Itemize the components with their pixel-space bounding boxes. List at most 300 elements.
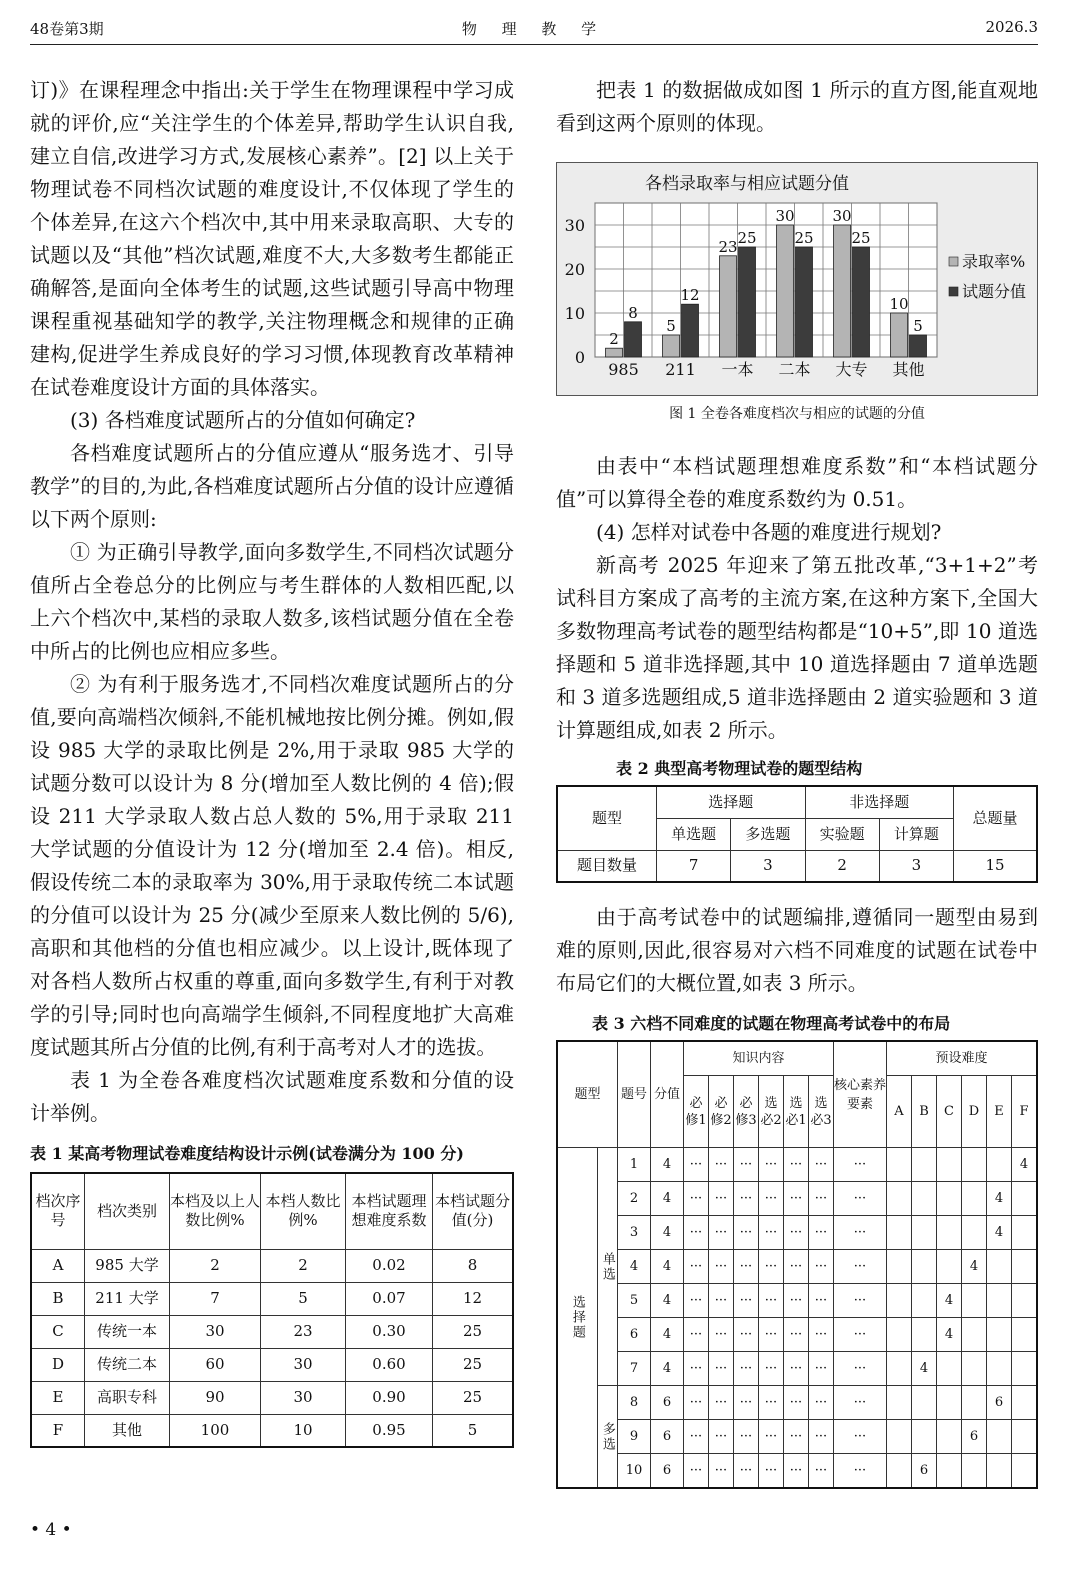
data-label: 25 bbox=[794, 229, 814, 247]
table3-placeholder: ··· bbox=[709, 1318, 734, 1352]
table3-question-no: 6 bbox=[618, 1318, 651, 1352]
table3-placeholder: ··· bbox=[709, 1454, 734, 1489]
table2-cell: 2 bbox=[805, 850, 879, 882]
table3-difficulty-cell: 4 bbox=[962, 1250, 987, 1284]
table-row bbox=[31, 1381, 513, 1414]
table3-placeholder: ··· bbox=[809, 1182, 834, 1216]
paragraph: 把表 1 的数据做成如图 1 所示的直方图,能直观地看到这两个原则的体现。 bbox=[556, 78, 1038, 135]
table3-header: 核心素养要素 bbox=[834, 1041, 887, 1148]
table3-difficulty-cell bbox=[987, 1250, 1012, 1284]
paragraph: 各档难度试题所占的分值应遵从“服务选才、引导教学”的目的,为此,各档难度试题所占分值的设计应遵循以下两个原则: bbox=[30, 441, 514, 531]
table1-header: 本档及以上人数比例% bbox=[170, 1173, 261, 1249]
table1-cell: 0.07 bbox=[346, 1282, 433, 1315]
table3-placeholder: ··· bbox=[734, 1318, 759, 1352]
volume-issue: 48卷第3期 bbox=[30, 20, 104, 38]
table3-header: 题型 bbox=[557, 1041, 618, 1148]
table3-difficulty-cell bbox=[887, 1148, 912, 1182]
legend-label: 录取率% bbox=[962, 252, 1026, 271]
table3-score: 4 bbox=[651, 1216, 684, 1250]
table3-placeholder: ··· bbox=[684, 1216, 709, 1250]
bar-question-score bbox=[853, 247, 870, 357]
table3-difficulty-cell bbox=[987, 1318, 1012, 1352]
table3-placeholder: ··· bbox=[684, 1182, 709, 1216]
table3-level-header: F bbox=[1012, 1076, 1038, 1148]
chart-title: 各档录取率与相应试题分值 bbox=[645, 174, 849, 194]
table3-difficulty-cell bbox=[962, 1352, 987, 1386]
table3-question-no: 8 bbox=[618, 1386, 651, 1420]
table1-cell: 211 大学 bbox=[85, 1282, 170, 1315]
table3-placeholder: ··· bbox=[784, 1250, 809, 1284]
table1-cell: 0.02 bbox=[346, 1249, 433, 1282]
bar-question-score bbox=[910, 335, 927, 357]
x-tick-label: 211 bbox=[665, 360, 696, 379]
table2-header: 总题量 bbox=[954, 786, 1038, 850]
data-label: 5 bbox=[913, 317, 923, 335]
table3-subgroup-label: 单选 bbox=[597, 1148, 617, 1386]
table3-difficulty-cell bbox=[937, 1182, 962, 1216]
table3-placeholder: ··· bbox=[734, 1250, 759, 1284]
table1-cell: 23 bbox=[261, 1315, 346, 1348]
bar-admission-rate bbox=[720, 256, 737, 357]
table3-placeholder: ··· bbox=[809, 1284, 834, 1318]
table3-placeholder: ··· bbox=[834, 1318, 887, 1352]
table3-question-no: 7 bbox=[618, 1352, 651, 1386]
table3-difficulty-cell bbox=[887, 1318, 912, 1352]
table3-group-label: 选择题 bbox=[557, 1148, 597, 1489]
table3-difficulty-cell bbox=[937, 1216, 962, 1250]
table1-cell: 8 bbox=[433, 1249, 514, 1282]
x-tick-label: 大专 bbox=[835, 360, 868, 379]
table2-header: 选择题 bbox=[657, 786, 806, 818]
table3-difficulty-cell: 4 bbox=[987, 1182, 1012, 1216]
y-tick-label: 0 bbox=[574, 348, 585, 367]
table3-placeholder: ··· bbox=[709, 1420, 734, 1454]
table-row bbox=[31, 1315, 513, 1348]
table3-placeholder: ··· bbox=[684, 1318, 709, 1352]
table3-placeholder: ··· bbox=[834, 1182, 887, 1216]
table1-cell: 0.90 bbox=[346, 1381, 433, 1414]
table3-difficulty-cell: 4 bbox=[912, 1352, 937, 1386]
table2-cell: 7 bbox=[657, 850, 731, 882]
table1-cell: B bbox=[31, 1282, 85, 1315]
table3-difficulty-cell bbox=[1012, 1386, 1038, 1420]
bar-admission-rate bbox=[663, 335, 680, 357]
subheading: (4) 怎样对试卷中各题的难度进行规划? bbox=[596, 520, 942, 544]
running-header bbox=[30, 18, 1038, 40]
table3-placeholder: ··· bbox=[809, 1352, 834, 1386]
legend-swatch bbox=[949, 257, 958, 266]
bar-question-score bbox=[796, 247, 813, 357]
table-row bbox=[557, 1250, 1037, 1284]
table-row bbox=[557, 1352, 1037, 1386]
table3-placeholder: ··· bbox=[834, 1420, 887, 1454]
table1-cell: 30 bbox=[261, 1348, 346, 1381]
table1-cell: 0.95 bbox=[346, 1414, 433, 1447]
data-label: 8 bbox=[628, 303, 638, 322]
table3-difficulty-cell bbox=[887, 1182, 912, 1216]
table3-placeholder: ··· bbox=[734, 1454, 759, 1489]
table3-level-header: E bbox=[987, 1076, 1012, 1148]
x-tick-label: 二本 bbox=[778, 360, 811, 379]
table1-cell: 25 bbox=[433, 1348, 514, 1381]
table-row bbox=[557, 1284, 1037, 1318]
table3-question-no: 4 bbox=[618, 1250, 651, 1284]
table3-difficulty-cell bbox=[1012, 1250, 1038, 1284]
table1-cell: 传统二本 bbox=[85, 1348, 170, 1381]
table3-knowledge-header: 选必2 bbox=[759, 1076, 784, 1148]
legend-swatch bbox=[949, 287, 958, 296]
table3-placeholder: ··· bbox=[684, 1386, 709, 1420]
table3-placeholder: ··· bbox=[834, 1148, 887, 1182]
table3-score: 4 bbox=[651, 1148, 684, 1182]
table3-difficulty-cell bbox=[937, 1250, 962, 1284]
issue-date: 2026.3 bbox=[985, 18, 1038, 36]
data-label: 30 bbox=[832, 207, 852, 225]
table3-difficulty-cell bbox=[987, 1284, 1012, 1318]
table2-subheader: 单选题 bbox=[657, 818, 731, 850]
table3-placeholder: ··· bbox=[784, 1420, 809, 1454]
legend-label: 试题分值 bbox=[962, 282, 1027, 301]
table2-subheader: 多选题 bbox=[731, 818, 805, 850]
y-tick-label: 30 bbox=[564, 216, 585, 235]
header-rule bbox=[30, 44, 1038, 45]
left-column bbox=[30, 74, 514, 1448]
table3-difficulty-cell bbox=[987, 1454, 1012, 1489]
table3-question-no: 5 bbox=[618, 1284, 651, 1318]
table3-difficulty-cell bbox=[887, 1216, 912, 1250]
table3-header: 题号 bbox=[618, 1041, 651, 1148]
table3-placeholder: ··· bbox=[759, 1318, 784, 1352]
table3-difficulty-cell: 4 bbox=[1012, 1148, 1038, 1182]
paragraph: 由表中“本档试题理想难度系数”和“本档试题分值”可以算得全卷的难度系数约为 0.51。 bbox=[556, 454, 1038, 511]
table1-cell: 12 bbox=[433, 1282, 514, 1315]
table3-knowledge-header: 必修3 bbox=[734, 1076, 759, 1148]
table3-difficulty-cell bbox=[912, 1386, 937, 1420]
table3-caption: 表 3 六档不同难度的试题在物理高考试卷中的布局 bbox=[592, 1014, 951, 1033]
table3-difficulty-cell bbox=[887, 1454, 912, 1489]
table1-cell: 0.60 bbox=[346, 1348, 433, 1381]
right-column-lower bbox=[556, 450, 1038, 1489]
table3-question-no: 10 bbox=[618, 1454, 651, 1489]
table3-difficulty-cell bbox=[1012, 1352, 1038, 1386]
table2-row-label: 题目数量 bbox=[557, 850, 657, 882]
table3-score: 4 bbox=[651, 1182, 684, 1216]
table3-difficulty-cell bbox=[937, 1454, 962, 1489]
table3-question-no: 3 bbox=[618, 1216, 651, 1250]
table3-level-header: A bbox=[887, 1076, 912, 1148]
table1-cell: 5 bbox=[433, 1414, 514, 1447]
table-row bbox=[557, 850, 1037, 882]
table3-placeholder: ··· bbox=[734, 1216, 759, 1250]
bar-admission-rate bbox=[834, 225, 851, 357]
bar-question-score bbox=[682, 304, 699, 357]
table3-placeholder: ··· bbox=[759, 1284, 784, 1318]
table3-placeholder: ··· bbox=[759, 1352, 784, 1386]
table3-score: 6 bbox=[651, 1454, 684, 1489]
table1-header: 本档人数比例% bbox=[261, 1173, 346, 1249]
table3-placeholder: ··· bbox=[759, 1148, 784, 1182]
table3-placeholder: ··· bbox=[834, 1352, 887, 1386]
table2 bbox=[556, 785, 1038, 883]
x-tick-label: 一本 bbox=[721, 360, 754, 379]
bar-question-score bbox=[625, 322, 642, 357]
table3-difficulty-cell bbox=[887, 1386, 912, 1420]
table3-difficulty-cell bbox=[962, 1454, 987, 1489]
data-label: 25 bbox=[851, 229, 871, 247]
table3-difficulty-cell: 6 bbox=[987, 1386, 1012, 1420]
table-row bbox=[31, 1348, 513, 1381]
table3-placeholder: ··· bbox=[809, 1250, 834, 1284]
table3-placeholder: ··· bbox=[709, 1352, 734, 1386]
table3-difficulty-cell bbox=[937, 1352, 962, 1386]
table3-placeholder: ··· bbox=[709, 1386, 734, 1420]
table3-placeholder: ··· bbox=[759, 1182, 784, 1216]
table3-placeholder: ··· bbox=[834, 1454, 887, 1489]
table3-placeholder: ··· bbox=[809, 1216, 834, 1250]
table3-difficulty-cell bbox=[1012, 1216, 1038, 1250]
table3-difficulty-cell bbox=[937, 1148, 962, 1182]
table3-placeholder: ··· bbox=[709, 1182, 734, 1216]
table-row bbox=[557, 1454, 1037, 1489]
table3-placeholder: ··· bbox=[734, 1352, 759, 1386]
table-row bbox=[31, 1249, 513, 1282]
table3-placeholder: ··· bbox=[834, 1250, 887, 1284]
bar-question-score bbox=[739, 247, 756, 357]
table1-cell: 10 bbox=[261, 1414, 346, 1447]
bar-admission-rate bbox=[606, 348, 623, 357]
table3-difficulty-cell bbox=[912, 1148, 937, 1182]
table3-placeholder: ··· bbox=[834, 1284, 887, 1318]
table3-difficulty-cell bbox=[962, 1386, 987, 1420]
table1-header: 本档试题理想难度系数 bbox=[346, 1173, 433, 1249]
table3-difficulty-cell bbox=[1012, 1420, 1038, 1454]
table3-difficulty-cell: 6 bbox=[912, 1454, 937, 1489]
page-number: • 4 • bbox=[30, 1520, 72, 1540]
table1-cell: 2 bbox=[170, 1249, 261, 1282]
table1-cell: 60 bbox=[170, 1348, 261, 1381]
table3-difficulty-cell bbox=[962, 1318, 987, 1352]
table-row bbox=[557, 1420, 1037, 1454]
table3 bbox=[556, 1040, 1038, 1489]
table2-cell: 15 bbox=[954, 850, 1038, 882]
table3-question-no: 9 bbox=[618, 1420, 651, 1454]
table3-placeholder: ··· bbox=[734, 1420, 759, 1454]
x-tick-label: 985 bbox=[608, 360, 639, 379]
table2-subheader: 实验题 bbox=[805, 818, 879, 850]
table3-difficulty-cell bbox=[912, 1216, 937, 1250]
table3-difficulty-cell bbox=[887, 1420, 912, 1454]
table1-cell: 高职专科 bbox=[85, 1381, 170, 1414]
table3-difficulty-cell bbox=[1012, 1284, 1038, 1318]
table3-level-header: B bbox=[912, 1076, 937, 1148]
table3-difficulty-cell bbox=[987, 1420, 1012, 1454]
table3-placeholder: ··· bbox=[809, 1386, 834, 1420]
table3-placeholder: ··· bbox=[784, 1148, 809, 1182]
table3-difficulty-cell bbox=[937, 1386, 962, 1420]
table3-placeholder: ··· bbox=[684, 1352, 709, 1386]
table3-level-header: D bbox=[962, 1076, 987, 1148]
table3-header: 预设难度 bbox=[887, 1041, 1038, 1076]
table2-caption: 表 2 典型高考物理试卷的题型结构 bbox=[616, 759, 863, 778]
table3-placeholder: ··· bbox=[784, 1352, 809, 1386]
table3-placeholder: ··· bbox=[709, 1250, 734, 1284]
table3-placeholder: ··· bbox=[684, 1250, 709, 1284]
table-row bbox=[557, 1216, 1037, 1250]
bar-admission-rate bbox=[891, 313, 908, 357]
table1-cell: C bbox=[31, 1315, 85, 1348]
table3-difficulty-cell bbox=[912, 1420, 937, 1454]
table3-placeholder: ··· bbox=[759, 1420, 784, 1454]
paragraph: 表 1 为全卷各难度档次试题难度系数和分值的设计举例。 bbox=[30, 1068, 514, 1125]
data-label: 10 bbox=[889, 295, 909, 313]
x-tick-label: 其他 bbox=[892, 360, 925, 379]
table-row bbox=[557, 1182, 1037, 1216]
table3-placeholder: ··· bbox=[809, 1454, 834, 1489]
table1-cell: 25 bbox=[433, 1315, 514, 1348]
journal-name: 物 理 教 学 bbox=[461, 20, 607, 38]
table3-placeholder: ··· bbox=[709, 1216, 734, 1250]
paragraph: 由于高考试卷中的试题编排,遵循同一题型由易到难的原则,因此,很容易对六档不同难度的试题在试卷中布局它们的大概位置,如表 3 所示。 bbox=[556, 905, 1038, 995]
table3-placeholder: ··· bbox=[784, 1182, 809, 1216]
table3-placeholder: ··· bbox=[834, 1216, 887, 1250]
table1-cell: 30 bbox=[170, 1315, 261, 1348]
table1-cell: 2 bbox=[261, 1249, 346, 1282]
table3-placeholder: ··· bbox=[784, 1318, 809, 1352]
table-row bbox=[31, 1282, 513, 1315]
table2-cell: 3 bbox=[879, 850, 953, 882]
table3-difficulty-cell bbox=[1012, 1182, 1038, 1216]
table3-placeholder: ··· bbox=[734, 1284, 759, 1318]
table3-difficulty-cell bbox=[987, 1148, 1012, 1182]
table1-cell: 5 bbox=[261, 1282, 346, 1315]
table1 bbox=[30, 1172, 514, 1448]
table3-difficulty-cell bbox=[1012, 1318, 1038, 1352]
table3-difficulty-cell bbox=[962, 1284, 987, 1318]
table3-placeholder: ··· bbox=[734, 1148, 759, 1182]
bar-chart bbox=[557, 163, 1037, 395]
data-label: 2 bbox=[609, 330, 619, 349]
table3-placeholder: ··· bbox=[759, 1216, 784, 1250]
table3-header: 知识内容 bbox=[684, 1041, 834, 1076]
table3-placeholder: ··· bbox=[684, 1284, 709, 1318]
table3-placeholder: ··· bbox=[784, 1454, 809, 1489]
table3-difficulty-cell bbox=[912, 1250, 937, 1284]
table3-difficulty-cell: 4 bbox=[937, 1284, 962, 1318]
table3-question-no: 2 bbox=[618, 1182, 651, 1216]
table1-caption: 表 1 某高考物理试卷难度结构设计示例(试卷满分为 100 分) bbox=[30, 1144, 464, 1163]
paragraph: ② 为有利于服务选才,不同档次难度试题所占的分值,要向高端档次倾斜,不能机械地按比例分摊。例如,假设 985 大学的录取比例是 2%,用于录取 985 大学的试题分数可以设计为 8 分(增加至人数比例的 4 倍);假设 211 大学录取人数占总人数的 5%,用于录取 211 大学试题的分值设计为 12 分(增加至 2.4 倍)。相反,假设传统二本的录取率为 30%,用于录取传统二本试题的分值可以设计为 25 分(减少至原来人数比例的 5/6),高职和其他档的分值也相应减少。以上设计,既体现了对各档人数所占权重的尊重,面向多数学生,有利于对教学的引导;同时也向高端学生倾斜,不同程度地扩大高难度试题其所占分值的比例,有利于高考对人才的选拔。 bbox=[30, 672, 514, 1059]
subheading: (3) 各档难度试题所占的分值如何确定? bbox=[70, 408, 416, 432]
table3-placeholder: ··· bbox=[709, 1148, 734, 1182]
paragraph: ① 为正确引导教学,面向多数学生,不同档次试题分值所占全卷总分的比例应与考生群体的人数相匹配,以上六个档次中,某档的录取人数多,该档试题分值在全卷中所占的比例也应相应多些。 bbox=[30, 540, 514, 663]
table3-placeholder: ··· bbox=[684, 1420, 709, 1454]
figure1-caption: 图 1 全卷各难度档次与相应的试题的分值 bbox=[669, 406, 925, 422]
y-tick-label: 10 bbox=[564, 304, 585, 323]
table1-cell: 7 bbox=[170, 1282, 261, 1315]
bar-admission-rate bbox=[777, 225, 794, 357]
table1-cell: 100 bbox=[170, 1414, 261, 1447]
table3-difficulty-cell: 4 bbox=[937, 1318, 962, 1352]
table3-knowledge-header: 必修2 bbox=[709, 1076, 734, 1148]
table-row bbox=[557, 1386, 1037, 1420]
table-row bbox=[31, 1414, 513, 1447]
table3-knowledge-header: 选必3 bbox=[809, 1076, 834, 1148]
figure1-chart bbox=[556, 162, 1038, 396]
table3-placeholder: ··· bbox=[759, 1386, 784, 1420]
table1-cell: 0.30 bbox=[346, 1315, 433, 1348]
table3-question-no: 1 bbox=[618, 1148, 651, 1182]
table3-score: 4 bbox=[651, 1318, 684, 1352]
table3-placeholder: ··· bbox=[684, 1454, 709, 1489]
table-row bbox=[557, 1148, 1037, 1182]
table3-score: 6 bbox=[651, 1420, 684, 1454]
table3-placeholder: ··· bbox=[809, 1420, 834, 1454]
table3-placeholder: ··· bbox=[734, 1182, 759, 1216]
table3-placeholder: ··· bbox=[759, 1454, 784, 1489]
table3-difficulty-cell: 6 bbox=[962, 1420, 987, 1454]
table3-difficulty-cell bbox=[962, 1148, 987, 1182]
right-column-top bbox=[556, 74, 1038, 140]
table3-knowledge-header: 必修1 bbox=[684, 1076, 709, 1148]
paragraph: 新高考 2025 年迎来了第五批改革,“3+1+2”考试科目方案成了高考的主流方案,在这种方案下,全国大多数物理高考试卷的题型结构都是“10+5”,即 10 道选择题和 5 道非选择题,其中 10 道选择题由 7 道单选题和 3 道多选题组成,5 道非选择题由 2 道实验题和 3 道计算题组成,如表 2 所示。 bbox=[556, 553, 1038, 742]
table1-cell: 其他 bbox=[85, 1414, 170, 1447]
table3-score: 4 bbox=[651, 1284, 684, 1318]
data-label: 5 bbox=[666, 317, 676, 335]
table1-cell: 传统一本 bbox=[85, 1315, 170, 1348]
data-label: 12 bbox=[680, 286, 700, 305]
table3-placeholder: ··· bbox=[809, 1148, 834, 1182]
table1-cell: 90 bbox=[170, 1381, 261, 1414]
data-label: 23 bbox=[718, 237, 738, 256]
table3-score: 4 bbox=[651, 1250, 684, 1284]
table-row bbox=[557, 1318, 1037, 1352]
table1-header: 档次类别 bbox=[85, 1173, 170, 1249]
table3-difficulty-cell bbox=[912, 1318, 937, 1352]
table3-knowledge-header: 选必1 bbox=[784, 1076, 809, 1148]
table3-placeholder: ··· bbox=[809, 1318, 834, 1352]
table3-difficulty-cell bbox=[937, 1420, 962, 1454]
table1-cell: 985 大学 bbox=[85, 1249, 170, 1282]
table3-placeholder: ··· bbox=[734, 1386, 759, 1420]
table1-cell: E bbox=[31, 1381, 85, 1414]
table1-cell: 30 bbox=[261, 1381, 346, 1414]
table2-subheader: 计算题 bbox=[879, 818, 953, 850]
table2-header: 题型 bbox=[557, 786, 657, 850]
table1-cell: D bbox=[31, 1348, 85, 1381]
data-label: 25 bbox=[737, 229, 757, 247]
table3-difficulty-cell bbox=[912, 1284, 937, 1318]
table3-difficulty-cell bbox=[987, 1352, 1012, 1386]
table1-cell: 25 bbox=[433, 1381, 514, 1414]
table3-difficulty-cell bbox=[887, 1284, 912, 1318]
table3-difficulty-cell bbox=[962, 1182, 987, 1216]
table1-header: 本档试题分值(分) bbox=[433, 1173, 514, 1249]
table3-placeholder: ··· bbox=[709, 1284, 734, 1318]
table3-difficulty-cell bbox=[962, 1216, 987, 1250]
table3-subgroup-label: 多选 bbox=[597, 1386, 617, 1489]
table2-header: 非选择题 bbox=[805, 786, 954, 818]
table1-cell: F bbox=[31, 1414, 85, 1447]
table3-difficulty-cell bbox=[887, 1250, 912, 1284]
table3-difficulty-cell bbox=[887, 1352, 912, 1386]
table3-difficulty-cell bbox=[1012, 1454, 1038, 1489]
table3-difficulty-cell bbox=[912, 1182, 937, 1216]
table3-placeholder: ··· bbox=[784, 1216, 809, 1250]
table3-placeholder: ··· bbox=[784, 1386, 809, 1420]
table3-difficulty-cell: 4 bbox=[987, 1216, 1012, 1250]
table3-score: 4 bbox=[651, 1352, 684, 1386]
table3-placeholder: ··· bbox=[834, 1386, 887, 1420]
